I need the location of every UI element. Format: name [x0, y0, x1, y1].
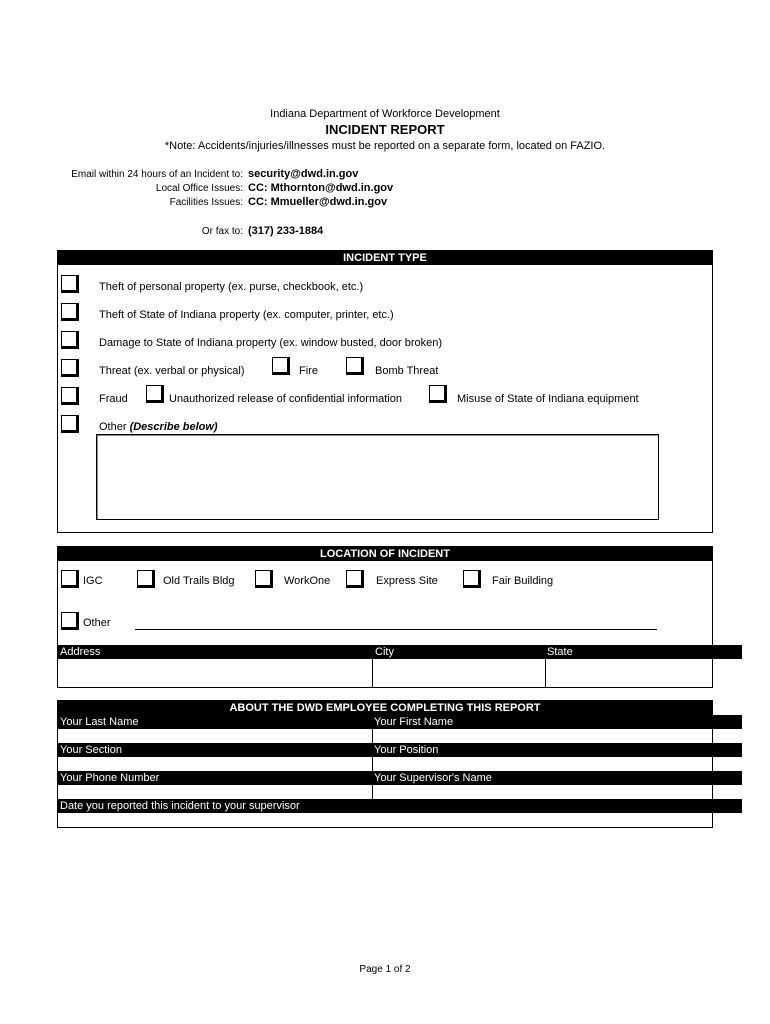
employee-section: [57, 700, 713, 828]
igc-label: IGC: [83, 575, 103, 587]
section-header-row: [58, 743, 742, 757]
theft-state-label: Theft of State of Indiana property (ex. computer, printer, etc.): [99, 309, 394, 321]
workone-checkbox[interactable]: [255, 570, 273, 588]
incident-type-heading: INCIDENT TYPE: [58, 251, 712, 265]
facilities-value: CC: Mmueller@dwd.in.gov: [248, 196, 388, 208]
date-reported-field[interactable]: [58, 813, 712, 827]
other-label-text: Other: [99, 421, 130, 433]
threat-label: Threat (ex. verbal or physical): [99, 365, 245, 377]
phone-header-row: [58, 771, 742, 785]
email-value: security@dwd.in.gov: [248, 168, 359, 180]
last-name-field[interactable]: [58, 729, 371, 742]
name-divider: [372, 729, 373, 743]
address-field[interactable]: [58, 659, 371, 687]
fax-label: Or fax to:: [201, 226, 243, 237]
state-field[interactable]: [546, 659, 712, 687]
damage-label: Damage to State of Indiana property (ex. window busted, door broken): [99, 337, 443, 349]
fax-value: (317) 233-1884: [248, 225, 324, 237]
phone-label: Your Phone Number: [60, 772, 160, 784]
old-trails-checkbox[interactable]: [137, 570, 155, 588]
other-description-textarea[interactable]: [96, 434, 659, 520]
city-label: City: [375, 646, 394, 658]
fair-building-checkbox[interactable]: [463, 570, 481, 588]
facilities-label: Facilities Issues:: [169, 197, 243, 208]
fraud-checkbox[interactable]: [61, 387, 79, 405]
other-location-line[interactable]: [135, 629, 657, 630]
email-label: Email within 24 hours of an Incident to:: [71, 169, 243, 180]
misuse-equipment-label: Misuse of State of Indiana equipment: [457, 393, 639, 405]
state-label: State: [547, 646, 573, 658]
other-location-label: Other: [83, 617, 111, 629]
unauthorized-release-label: Unauthorized release of confidential information: [169, 393, 402, 405]
unauthorized-release-checkbox[interactable]: [146, 385, 164, 403]
first-name-label: Your First Name: [374, 716, 454, 728]
bomb-threat-checkbox[interactable]: [346, 357, 364, 375]
form-note: *Note: Accidents/injuries/illnesses must be reported on a separate form, located on FAZIO.: [164, 140, 606, 152]
fair-building-label: Fair Building: [492, 575, 554, 587]
position-field[interactable]: [373, 757, 712, 770]
supervisor-label: Your Supervisor's Name: [374, 772, 492, 784]
location-heading: LOCATION OF INCIDENT: [58, 547, 712, 561]
threat-checkbox[interactable]: [61, 359, 79, 377]
local-office-value: CC: Mthornton@dwd.in.gov: [248, 182, 394, 194]
supervisor-field[interactable]: [373, 785, 712, 798]
fire-checkbox[interactable]: [272, 357, 290, 375]
phone-divider: [372, 785, 373, 799]
phone-field[interactable]: [58, 785, 371, 798]
fraud-label: Fraud: [99, 393, 128, 405]
fire-label: Fire: [299, 365, 318, 377]
express-site-label: Express Site: [376, 575, 438, 587]
misuse-equipment-checkbox[interactable]: [429, 385, 447, 403]
form-title: INCIDENT REPORT: [325, 122, 445, 137]
date-reported-label: Date you reported this incident to your supervisor: [60, 800, 300, 812]
igc-checkbox[interactable]: [61, 570, 79, 588]
local-office-label: Local Office Issues:: [155, 183, 243, 194]
first-name-field[interactable]: [373, 729, 712, 742]
last-name-label: Your Last Name: [60, 716, 139, 728]
theft-personal-label: Theft of personal property (ex. purse, checkbook, etc.): [99, 281, 364, 293]
agency-name: Indiana Department of Workforce Development: [270, 108, 500, 120]
theft-state-checkbox[interactable]: [61, 303, 79, 321]
other-incident-checkbox[interactable]: [61, 415, 79, 433]
city-field[interactable]: [373, 659, 544, 687]
address-label: Address: [60, 646, 101, 658]
date-header-row: [58, 799, 742, 813]
employee-heading: ABOUT THE DWD EMPLOYEE COMPLETING THIS REPORT: [58, 701, 712, 715]
section-field[interactable]: [58, 757, 371, 770]
workone-label: WorkOne: [284, 575, 331, 587]
address-header-row: [58, 645, 742, 659]
other-incident-label: [99, 421, 218, 433]
old-trails-label: Old Trails Bldg: [163, 575, 235, 587]
express-site-checkbox[interactable]: [346, 570, 364, 588]
incident-type-section: [57, 250, 713, 533]
name-header-row: [58, 715, 742, 729]
location-section: [57, 546, 713, 688]
damage-checkbox[interactable]: [61, 331, 79, 349]
section-divider: [372, 757, 373, 771]
describe-below-hint: (Describe below): [129, 421, 218, 433]
section-label: Your Section: [60, 744, 122, 756]
page-number: Page 1 of 2: [359, 964, 411, 975]
position-label: Your Position: [374, 744, 439, 756]
other-location-checkbox[interactable]: [61, 612, 79, 630]
bomb-threat-label: Bomb Threat: [375, 365, 439, 377]
theft-personal-checkbox[interactable]: [61, 275, 79, 293]
